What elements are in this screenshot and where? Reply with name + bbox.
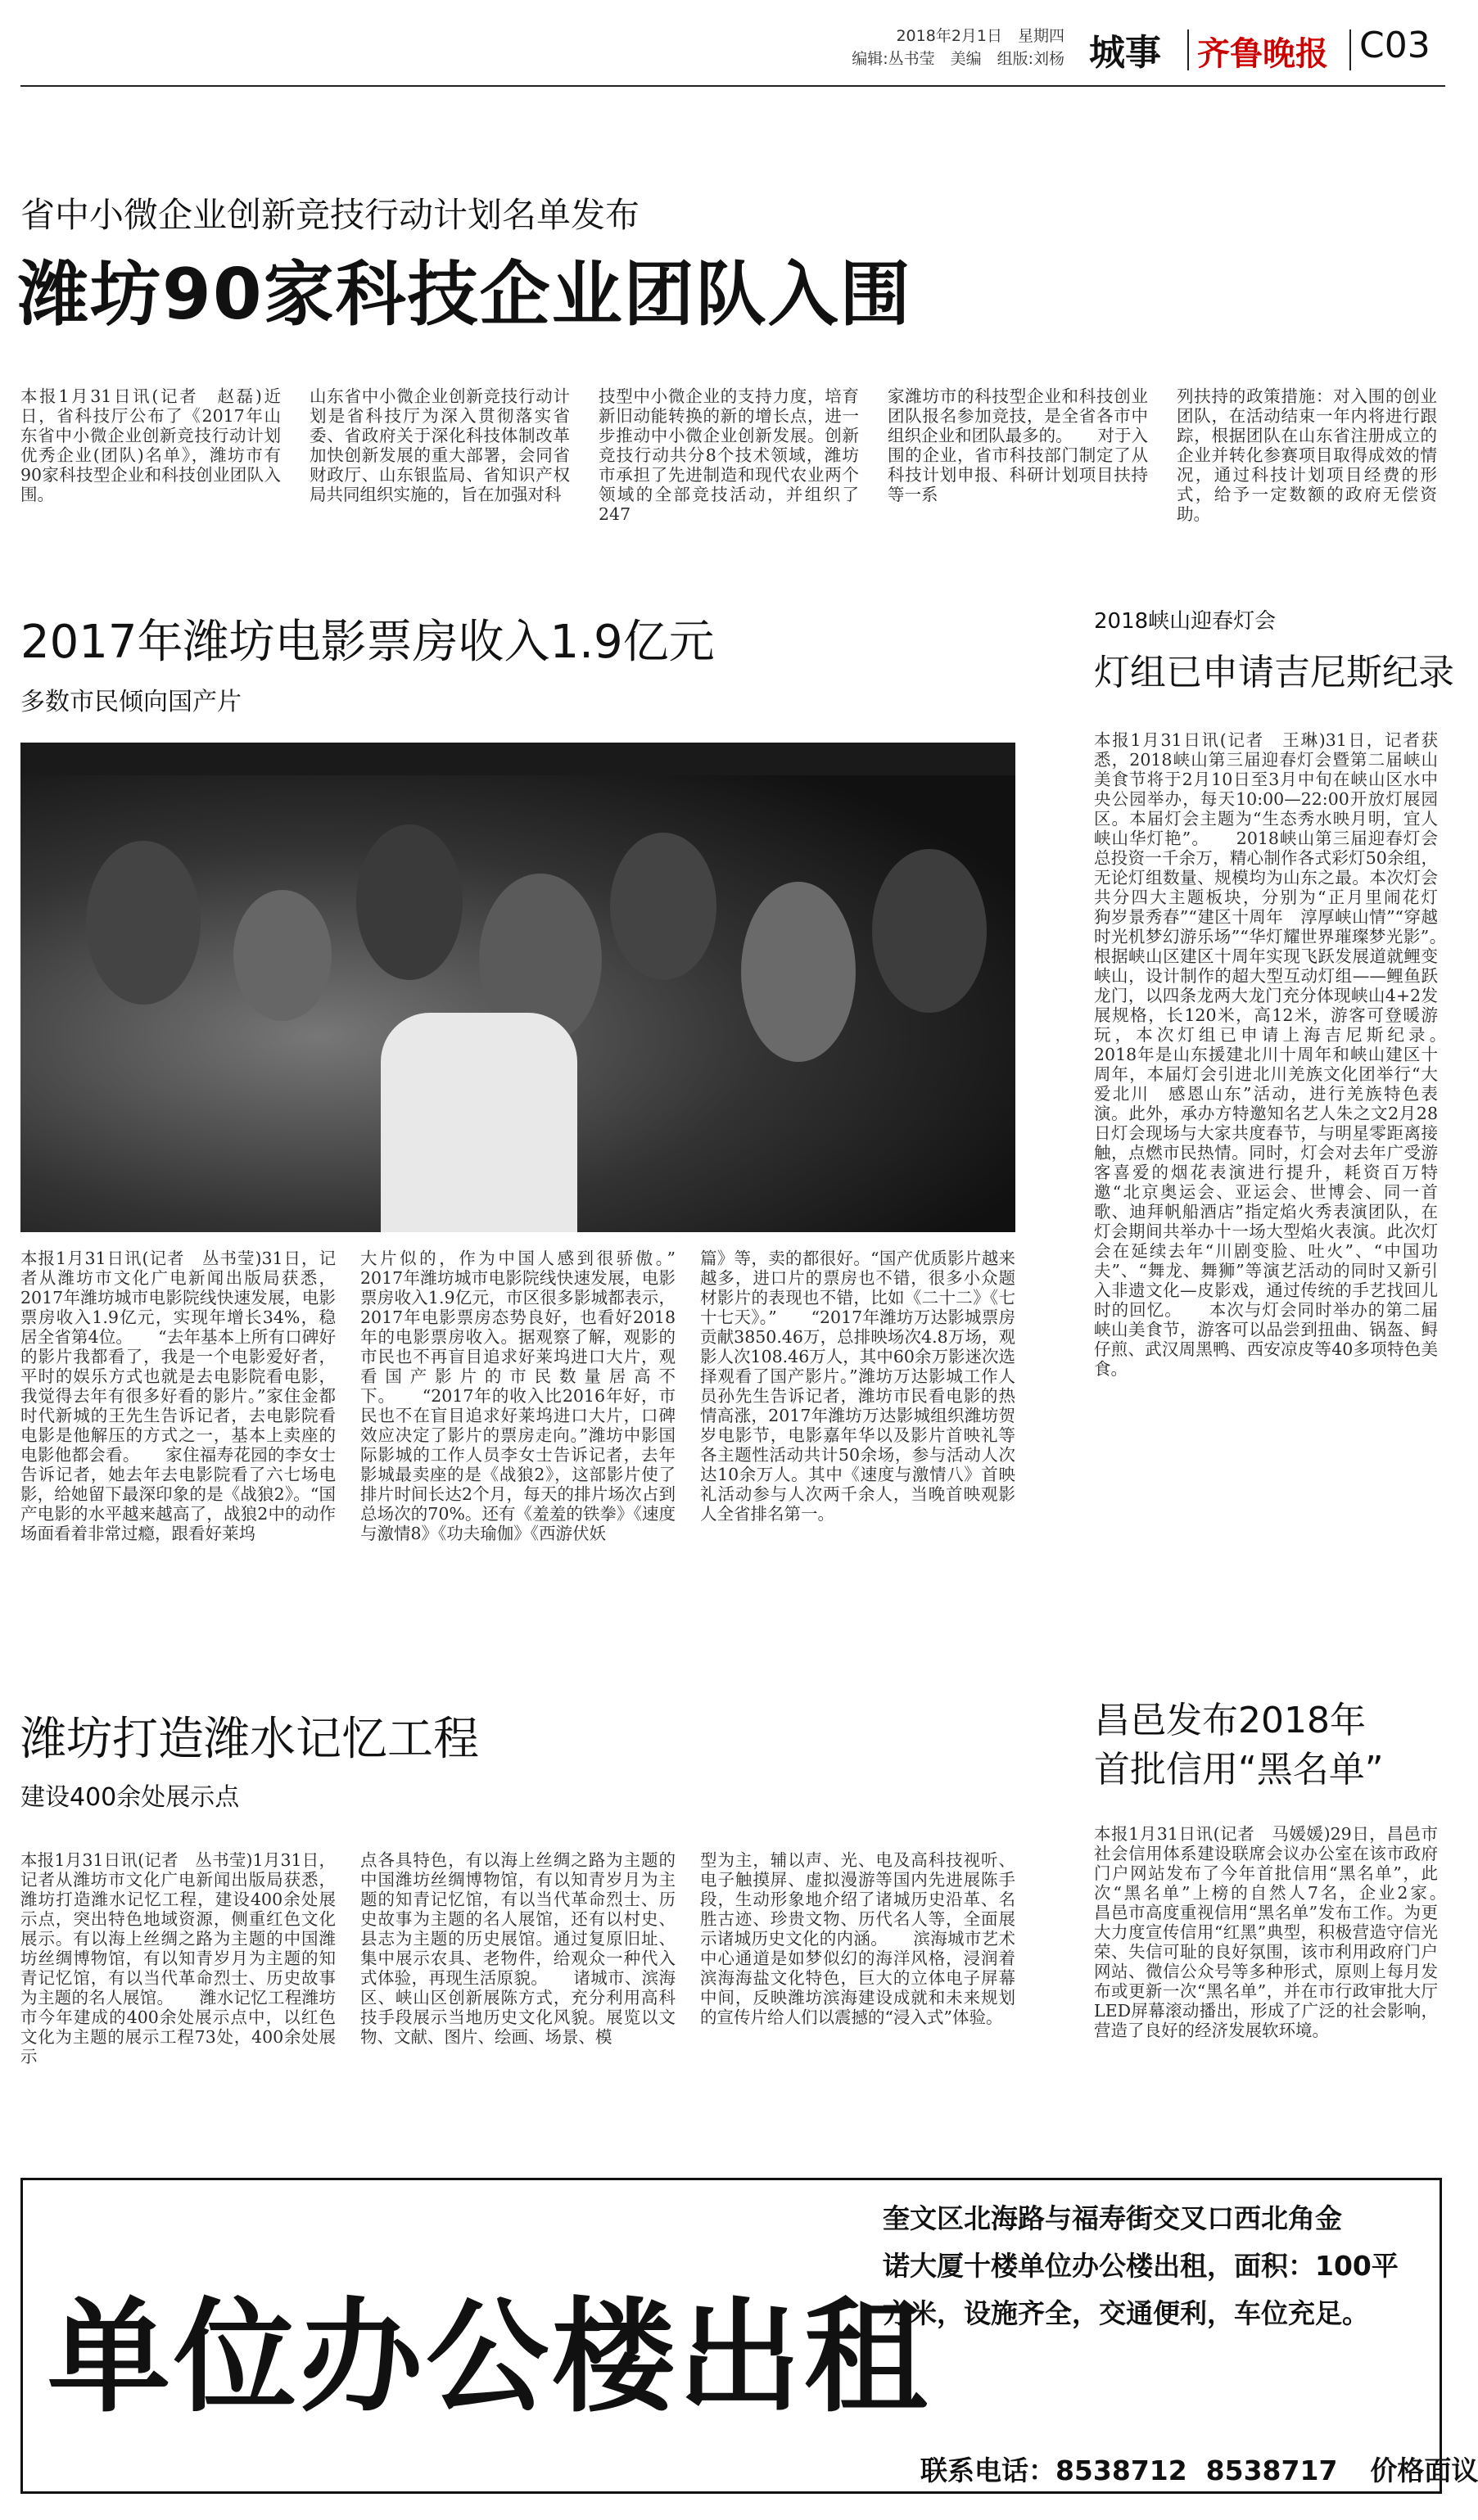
date-line: 2018年2月1日 星期四 xyxy=(896,27,1064,45)
section-name: 城事 xyxy=(1089,32,1161,74)
story3-column: 型为主，辅以声、光、电及高科技视听、电子触摸屏、虚拟漫游等国内先进展陈手段，生动形象地介绍了诸城历史沿革、名胜古迹、珍贵文物、历代名人等，全面展示诸城历史文化的内涵。 滨海城市艺术中心通道是如梦似幻的海洋风格，浸润着滨海海盐文化特色，巨大的立体电子屏幕中间，反映潍坊滨海建设成就和未来规划的宣传片给人们以震撼的“浸入式”体验。 xyxy=(700,1850,1015,2027)
ad-contact xyxy=(883,2418,1478,2520)
story3-headline: 潍坊打造潍水记忆工程 xyxy=(20,1713,479,1766)
classified-ad xyxy=(20,2178,1478,2494)
ad-phone-numbers: 8538712 8538717 xyxy=(1055,2455,1338,2486)
story1-column: 山东省中小微企业创新竞技行动计划是省科技厅为深入贯彻落实省委、省政府关于深化科技体制改革加快创新发展的重大部署，会同省财政厅、山东银监局、省知识产权局共同组织实施的，旨在加强对科 xyxy=(310,386,570,504)
ad-price-note: 价格面议 xyxy=(1370,2455,1478,2486)
story3-column: 本报1月31日讯(记者 丛书莹)1月31日，记者从潍坊市文化广电新闻出版局获悉，潍坊打造潍水记忆工程，建设400余处展示点，突出特色地域资源，侧重红色文化展示。有以海上丝绸之路为主题的中国潍坊丝绸博物馆，有以知青岁月为主题的知青记忆馆，有以当代革命烈士、历史故事为主题的名人展馆。 潍水记忆工程潍坊市今年建成的400余处展示点中，以红色文化为主题的展示工程73处，400余处展示 xyxy=(20,1850,336,2066)
story3-column: 点各具特色，有以海上丝绸之路为主题的中国潍坊丝绸博物馆，有以知青岁月为主题的知青记忆馆，有以当代革命烈士、历史故事为主题的名人展馆，还有以村史、县志为主题的历史展馆。通过复原旧址、集中展示农具、老物件，给观众一种代入式体验，再现生活原貌。 诸城市、滨海区、峡山区创新展陈方式，充分利用高科技手段展示当地历史文化风貌。展览以文物、文献、图片、绘画、场景、模 xyxy=(360,1850,676,2047)
header-divider xyxy=(1349,29,1351,70)
paper-logo: 齐鲁晚报 xyxy=(1197,34,1328,73)
story1-column: 技型中小微企业的支持力度，培育新旧动能转换的新的增长点，进一步推动中小微企业创新发展。创新竞技行动共分8个技术领域，潍坊市承担了先进制造和现代农业两个领域的全部竞技活动，并组织了247 xyxy=(599,386,859,524)
story2-subhead: 多数市民倾向国产片 xyxy=(20,688,242,716)
story3-subhead: 建设400余处展示点 xyxy=(20,1783,240,1812)
story2-headline: 2017年潍坊电影票房收入1.9亿元 xyxy=(20,616,715,669)
story1-column: 列扶持的政策措施：对入围的创业团队，在活动结束一年内将进行跟踪，根据团队在山东省注册成立的企业并转化参赛项目取得成效的情况，通过科技计划项目经费的形式，给予一定数额的政府无偿资助。 xyxy=(1177,386,1437,524)
cinema-crowd-photo xyxy=(20,743,1015,1232)
story5-headline-line1: 昌邑发布2018年 xyxy=(1094,1700,1366,1741)
story5-headline-line2: 首批信用“黑名单” xyxy=(1094,1749,1384,1791)
story1-column: 本报1月31日讯(记者 赵磊)近日，省科技厅公布了《2017年山东省中小微企业创新竞技行动计划优秀企业(团队)名单》，潍坊市有90家科技型企业和科技创业团队入围。 xyxy=(20,386,281,504)
story2-column: 篇》等，卖的都很好。“国产优质影片越来越多，进口片的票房也不错，很多小众题材影片的表现也不错，比如《二十二》《七十七天》。” “2017年潍坊万达影城票房贡献3850.46万，总排映场次4.8万场，观影人次108.46万人，其中60余万影迷次选择观看了国产影片。”潍坊万达影城工作人员孙先生告诉记者，潍坊市民看电影的热情高涨，2017年潍坊万达影城组织潍坊贺岁电影节，电影嘉年华以及影片首映礼等各主题性活动共计50余场，参与活动人次达10余万人。其中《速度与激情八》首映礼活动参与人次两千余人，当晚首映观影人全省排名第一。 xyxy=(700,1249,1015,1524)
ad-description-line: 方米，设施齐全，交通便利，车位充足。 xyxy=(883,2297,1369,2329)
story5-body: 本报1月31日讯(记者 马媛媛)29日，昌邑市社会信用体系建设联席会议办公室在该市政府门户网站发布了今年首批信用“黑名单”，此次“黑名单”上榜的自然人7名，企业2家。 昌邑市高度重视信用“黑名单”发布工作。为更大力度宣传信用“红黑”典型，积极营造守信光荣、失信可耻的良好氛围，该市利用政府门户网站、微信公众号等多种形式，原则上每月发布或更新一次“黑名单”，并在市行政审批大厅LED屏幕滚动播出，形成了广泛的社会影响，营造了良好的经济发展软环境。 xyxy=(1094,1824,1471,2040)
story4-kicker: 2018峡山迎春灯会 xyxy=(1094,609,1277,634)
story1-column: 家潍坊市的科技型企业和科技创业团队报名参加竞技，是全省各市中组织企业和团队最多的。 对于入围的企业，省市科技部门制定了从科技计划申报、科研计划项目扶持等一系 xyxy=(888,386,1148,504)
story1-headline: 潍坊90家科技企业团队入围 xyxy=(18,254,912,336)
page-number: C03 xyxy=(1359,25,1431,66)
story2-column: 大片似的，作为中国人感到很骄傲。” 2017年潍坊城市电影院线快速发展，电影票房收入1.9亿元，市区很多影城都表示，2017年电影票房态势良好，也看好2018年的电影票房收入。据观察了解，观影的市民也不再盲目追求好莱坞进口大片，观看国产影片的市民数量居高不下。 “2017年的收入比2016年好，市民也不在盲目追求好莱坞进口大片，口碑效应决定了影片的票房走向。”潍坊中影国际影城的工作人员李女士告诉记者，去年影城最卖座的是《战狼2》，这部影片使了排片时间长达2个月，每天的排片场次占到总场次的70%。还有《羞羞的铁拳》《速度与激情8》《功夫瑜伽》《西游伏妖 xyxy=(360,1249,709,1543)
ad-contact-label: 联系电话： xyxy=(920,2455,1055,2486)
ad-description-line: 奎文区北海路与福寿街交叉口西北角金 xyxy=(883,2202,1342,2234)
story4-body: 本报1月31日讯(记者 王琳)31日，记者获悉，2018峡山第三届迎春灯会暨第二届峡山美食节将于2月10日至3月中旬在峡山区水中央公园举办，每天10:00—22:00开放灯展园区。本届灯会主题为“生态秀水映月明，宜人峡山华灯艳”。 2018峡山第三届迎春灯会总投资一千余万，精心制作各式彩灯50余组，无论灯组数量、规模均为山东之最。本次灯会共分四大主题板块，分别为“正月里闹花灯 狗岁景秀春”“建区十周年 淳厚峡山情”“穿越时光机梦幻游乐场”“华灯耀世界璀璨梦光影”。 根据峡山区建区十周年实现飞跃发展道就鲤变峡山，设计制作的超大型互动灯组——鲤鱼跃龙门，以四条龙两大龙门充分体现峡山4+2发展规格，长120米，高12米，游客可登暖游玩，本次灯组已申请上海吉尼斯纪录。 2018年是山东援建北川十周年和峡山建区十周年，本届灯会引进北川羌族文化团举行“大爱北川 感恩山东”活动，进行羌族特色表演。此外，承办方特邀知名艺人朱之文2月28日灯会现场与大家共度春节，与明星零距离接触，点燃市民热情。同时，灯会对去年广受游客喜爱的烟花表演进行提升，耗资百万特邀“北京奥运会、亚运会、世博会、同一首歌、迪拜帆船酒店”指定焰火秀表演团队，在灯会期间共举办十一场大型焰火表演。此次灯会在延续去年“川剧变脸、吐火”、“中国功夫”、“舞龙、舞狮”等演艺活动的同时又新引入非遗文化—皮影戏，通过传统的手艺找回儿时的回忆。 本次与灯会同时举办的第二届峡山美食节，游客可以品尝到扭曲、锅盔、鲟仔煎、武汉周黑鸭、西安凉皮等40多项特色美食。 xyxy=(1094,730,1471,1379)
header-divider xyxy=(1187,29,1189,70)
story4-headline: 灯组已申请吉尼斯纪录 xyxy=(1094,652,1454,693)
story1-kicker: 省中小微企业创新竞技行动计划名单发布 xyxy=(20,195,640,235)
ad-big-text: 单位办公楼出租 xyxy=(47,2287,931,2429)
editor-line: 编辑:丛书莹 美编 组版:刘杨 xyxy=(852,50,1064,68)
header-rule xyxy=(20,85,1445,87)
story2-column: 本报1月31日讯(记者 丛书莹)31日，记者从潍坊市文化广电新闻出版局获悉，2017年潍坊城市电影院线快速发展，电影票房收入1.9亿元，实现年增长34%，稳居全省第4位。 “去年基本上所有口碑好的影片我都看了，我是一个电影爱好者，平时的娱乐方式也就是去电影院看电影，我觉得去年有很多好看的影片。”家住金都时代新城的王先生告诉记者，去电影院看电影是他解压的方式之一，基本上卖座的电影他都会看。 家住福寿花园的李女士告诉记者，她去年去电影院看了六七场电影，给她留下最深印象的是《战狼2》。“国产电影的水平越来越高了，战狼2中的动作场面看着非常过瘾，跟看好莱坞 xyxy=(20,1249,336,1543)
ad-description-line: 诺大厦十楼单位办公楼出租，面积：100平 xyxy=(883,2250,1399,2282)
